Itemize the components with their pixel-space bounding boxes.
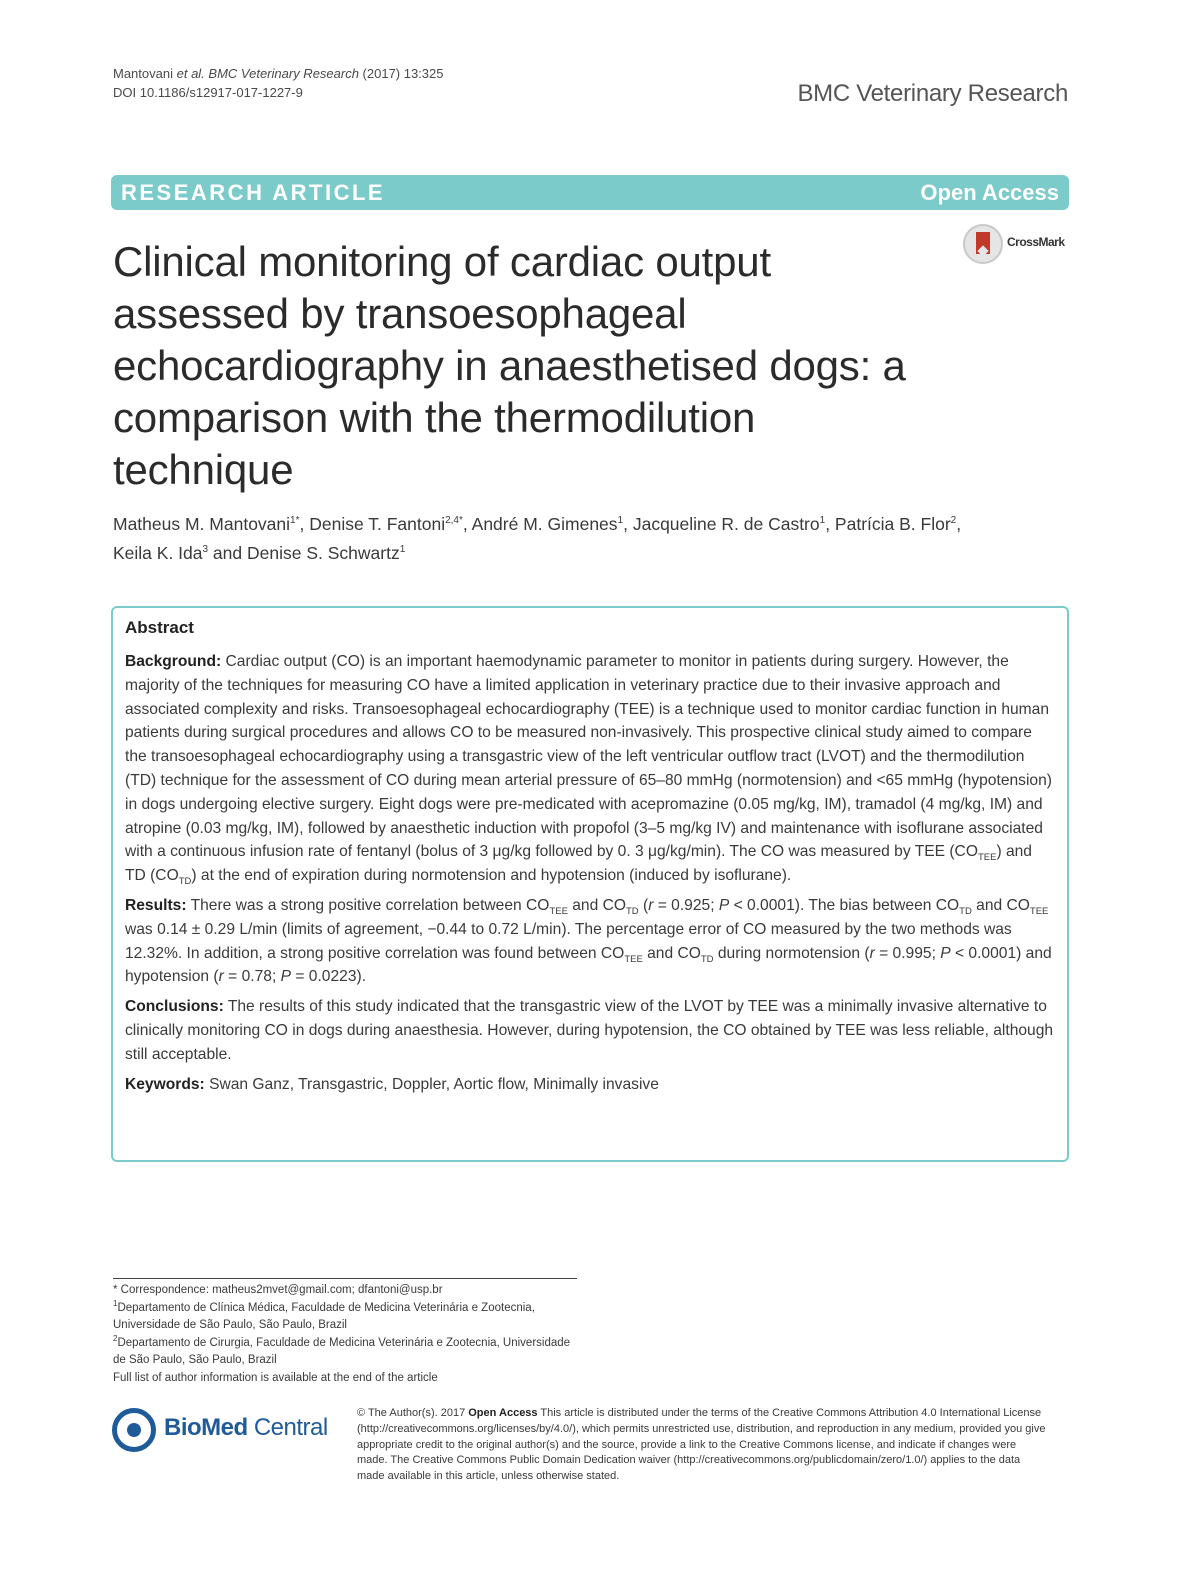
- author-name: Denise S. Schwartz: [247, 543, 400, 563]
- biomed-central-logo-text: BioMed Central: [164, 1414, 328, 1441]
- abstract-keywords: Keywords: Swan Ganz, Transgastric, Doppler, Aortic flow, Minimally invasive: [125, 1075, 659, 1093]
- author-affiliation: 2,4*: [445, 515, 463, 527]
- author-list: Matheus M. Mantovani$^{1*}$, Denise T. Fantoni$^{2,4*}$, André M. Gimenes$^1$, Jacqueline R. de Castro$^1$, Patrícia B. Flor$^2$, Keila K. Ida$^3$ and Denise S. Schwartz$^1$: [113, 514, 962, 563]
- abstract-box: [111, 606, 1069, 1162]
- article-type-banner: [111, 175, 1069, 210]
- biomed-central-logo: [112, 1408, 342, 1452]
- author-name: Denise T. Fantoni: [309, 514, 446, 534]
- article-title: Clinical monitoring of cardiac output assessed by transoesophageal echocardiography in anaesthetised dogs: a comparison with the thermodilution technique: [113, 238, 906, 493]
- open-access-label: Open Access: [920, 180, 1059, 205]
- full-list-note: Full list of author information is available at the end of the article: [113, 1371, 438, 1384]
- license-statement: © The Author(s). 2017 Open Access This article is distributed under the terms of the Creative Commons Attribution 4.0 International License (http://creativecommons.org/licenses/by/4.0/), which permits unrestricted use, distribution, and reproduction in any medium, provided you give appropriate credit to the original author(s) and the source, provide a link to the Creative Commons license, and indicate if changes were made. The Creative Commons Public Domain Dedication waiver (http://creativecommons.org/publicdomain/zero/1.0/) applies to the data made available in this article, unless otherwise stated.: [357, 1407, 1046, 1483]
- article-type-label: RESEARCH ARTICLE: [121, 180, 386, 205]
- affiliation-note: $^2$Departamento de Cirurgia, Faculdade de Medicina Veterinária e Zootecnia, Universidade de São Paulo, São Paulo, Brazil: [113, 1333, 571, 1367]
- abstract-results: Results: There was a strong positive correlation between $CO_{TEE}$ and $CO_{TD}$ (r = 0.925; P < 0.0001). The bias between $CO_{TD}$ and $CO_{TEE}$ was 0.14 ± 0.29 L/min (limits of agreement, −0.44 to 0.72 L/min). The percentage error of CO measured by the two methods was 12.32%. In addition, a strong positive correlation was found between $CO_{TEE}$ and $CO_{TD}$ during normotension (r = 0.995; P < 0.0001) and hypotension (r = 0.78; P = 0.0223).: [125, 896, 1052, 986]
- footnote-divider: [113, 1278, 577, 1279]
- journal-name: BMC Veterinary Research: [797, 80, 1068, 107]
- abstract-conclusions: Conclusions: The results of this study indicated that the transgastric view of the LVOT by TEE was a minimally invasive alternative to clinically monitoring CO in dogs during anaesthesia. However, during hypotension, the CO obtained by TEE was less reliable, although still acceptable.: [125, 998, 1054, 1063]
- biomed-central-logo-icon: [112, 1408, 156, 1452]
- author-affiliation: 1: [819, 515, 826, 527]
- abstract-background: Background: Cardiac output (CO) is an important haemodynamic parameter to monitor in patients during surgery. However, the majority of the techniques for measuring CO have a limited application in veterinary practice due to their invasive approach and associated complexity and risks. Transoesophageal echocardiography (TEE) is a technique used to monitor cardiac function in human patients during surgical procedures and allows CO to be measured non-invasively. This prospective clinical study aimed to compare the transoesophageal echocardiography using a transgastric view of the left ventricular outflow tract (LVOT) and the thermodilution (TD) technique for the assessment of CO during mean arterial pressure of 65–80 mmHg (normotension) and <65 mmHg (hypotension) in dogs undergoing elective surgery. Eight dogs were pre-medicated with acepromazine (0.05 mg/kg, IM), tramadol (4 mg/kg, IM) and atropine (0.03 mg/kg, IM), followed by anaesthetic induction with propofol (3–5 mg/kg IV) and maintenance with isoflurane associated with a continuous infusion rate of fentanyl (bolus of 3 μg/kg followed by 0. 3 μg/kg/min). The CO was measured by TEE $(CO_{TEE})$ and TD $(CO_{TD})$ at the end of expiration during normotension and hypotension (induced by isoflurane).: [125, 653, 1052, 888]
- citation-line: Mantovani et al. BMC Veterinary Research (2017) 13:325: [113, 66, 444, 81]
- author-affiliation: 3: [202, 544, 209, 556]
- affiliation-note: $^1$Departamento de Clínica Médica, Faculdade de Medicina Veterinária e Zootecnia, Universidade de São Paulo, São Paulo, Brazil: [113, 1298, 535, 1332]
- crossmark-badge[interactable]: [963, 224, 1073, 264]
- crossmark-icon: [963, 224, 1003, 264]
- doi[interactable]: DOI 10.1186/s12917-017-1227-9: [113, 85, 303, 100]
- author-name: André M. Gimenes: [471, 514, 618, 534]
- author-name: Matheus M. Mantovani: [113, 514, 291, 534]
- crossmark-label: CrossMark: [1007, 235, 1065, 249]
- author-name: Jacqueline R. de Castro: [632, 514, 820, 534]
- correspondence-note: * Correspondence: matheus2mvet@gmail.com; dfantoni@usp.br: [113, 1284, 443, 1296]
- abstract-heading: Abstract: [125, 618, 194, 637]
- footnotes: [113, 1282, 583, 1388]
- citation-header: [113, 64, 444, 102]
- author-name: Patrícia B. Flor: [834, 514, 951, 534]
- author-name: Keila K. Ida: [113, 543, 203, 563]
- author-affiliation: 1*: [290, 515, 300, 527]
- author-affiliation: 2: [950, 515, 957, 527]
- author-affiliation: 1: [399, 544, 406, 556]
- author-affiliation: 1: [617, 515, 624, 527]
